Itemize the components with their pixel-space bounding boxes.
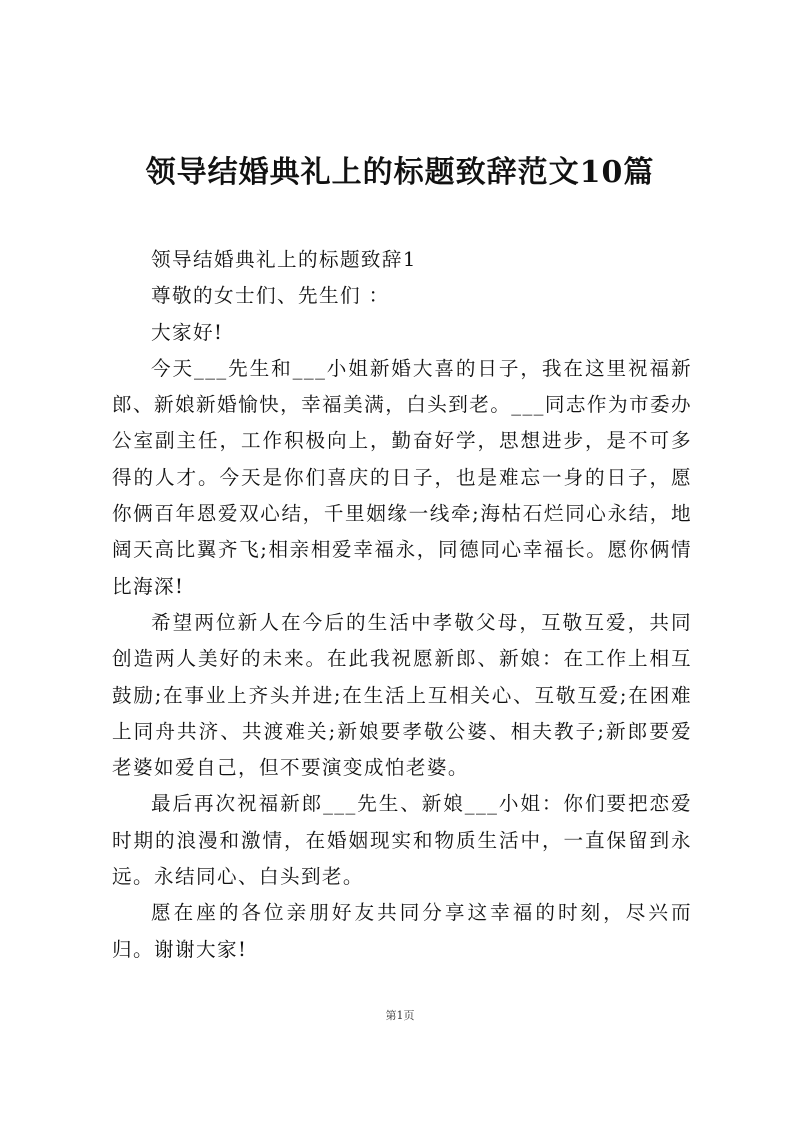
- document-title: 领导结婚典礼上的标题致辞范文10篇: [145, 155, 655, 190]
- page-number: 第1页: [385, 1009, 415, 1022]
- salutation: 尊敬的女士们、先生们 ：: [151, 284, 390, 308]
- body-paragraph: 希望两位新人在今后的生活中孝敬父母，互敬互爱，共同创造两人美好的未来。在此我祝愿新郎、新娘：在工作上相互鼓励;在事业上齐头并进;在生活上互相关心、互敬互爱;在困难上同舟共济、共渡难关;新娘要孝敬公婆、相夫教子;新郎要爱老婆如爱自己，但不要演变成怕老婆。: [112, 610, 692, 780]
- body-paragraph: 最后再次祝福新郎___先生、新娘___小姐：你们要把恋爱时期的浪漫和激情，在婚姻现实和物质生活中，一直保留到永远。永结同心、白头到老。: [112, 792, 692, 889]
- section-heading: 领导结婚典礼上的标题致辞1: [151, 248, 417, 271]
- greeting: 大家好!: [151, 320, 224, 344]
- body-paragraph: 今天___先生和___小姐新婚大喜的日子，我在这里祝福新郎、新娘新婚愉快，幸福美满，白头到老。___同志作为市委办公室副主任，工作积极向上，勤奋好学，思想进步，是不可多得的人才。今天是你们喜庆的日子，也是难忘一身的日子，愿你俩百年恩爱双心结，千里姻缘一线牵;海枯石烂同心永结，地阔天高比翼齐飞;相亲相爱幸福永，同德同心幸福长。愿你俩情比海深!: [112, 356, 692, 598]
- closing-paragraph: 愿在座的各位亲朋好友共同分享这幸福的时刻，尽兴而归。谢谢大家!: [112, 901, 692, 961]
- document-body: [112, 242, 692, 968]
